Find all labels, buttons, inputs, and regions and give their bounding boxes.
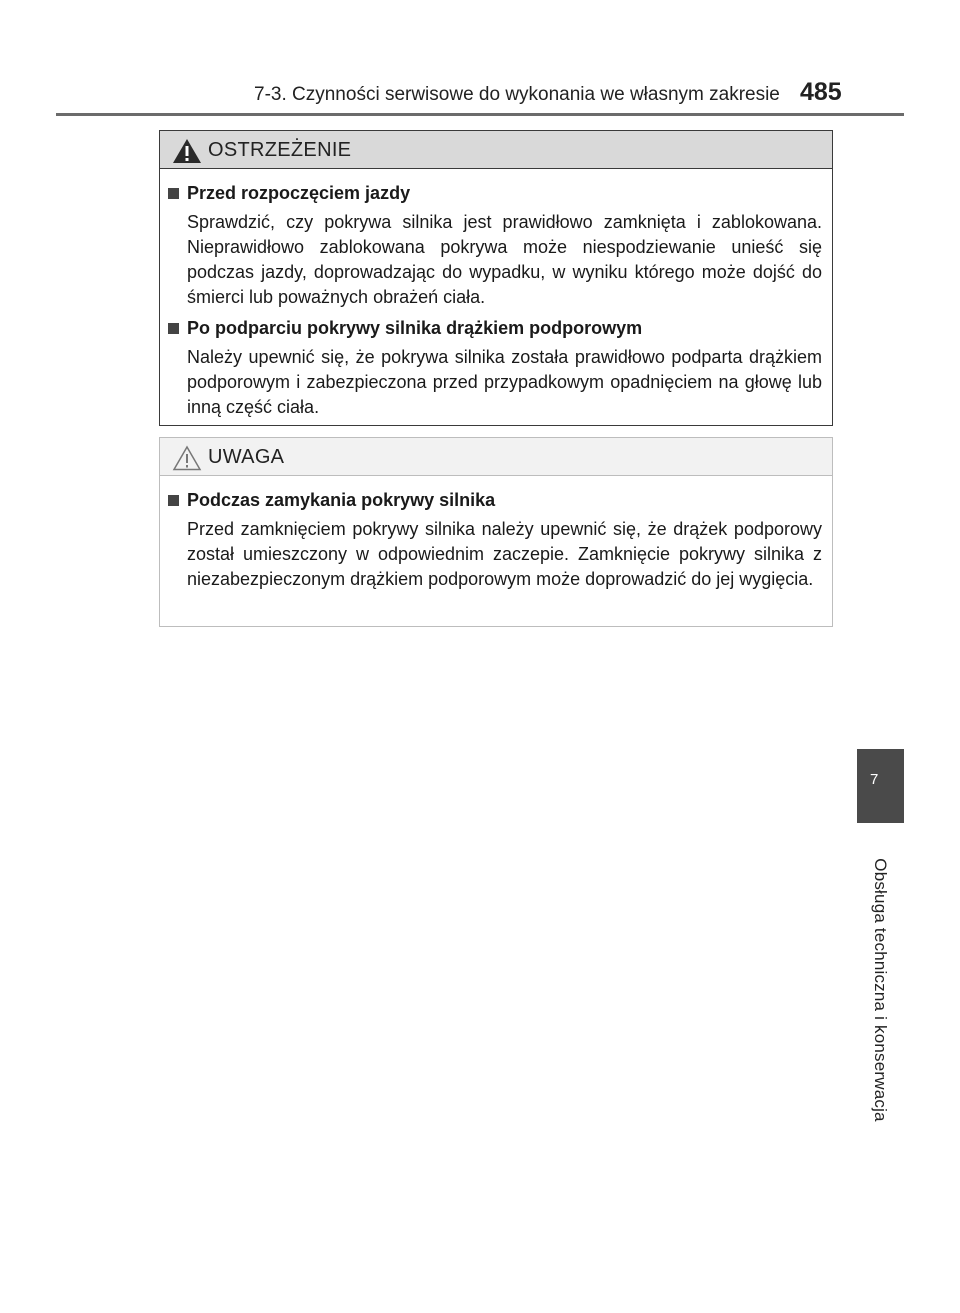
warning-section-1-text: Sprawdzić, czy pokrywa silnika jest prawidłowo zamknięta i zablokowana. Nieprawidłowo zablokowana pokrywa może niespodziewanie unieść się podczas jazdy, doprowadzając do wypadku, w wyniku którego może dojść do śmierci lub poważnych obrażeń ciała.: [187, 212, 822, 307]
section-title: 7-3. Czynności serwisowe do wykonania we własnym zakresie: [254, 84, 780, 105]
warning-box-label: OSTRZEŻENIE: [208, 139, 352, 161]
caution-section-1-title-text: Podczas zamykania pokrywy silnika: [187, 490, 496, 510]
warning-box-body: [160, 169, 832, 420]
warning-section-2-title-text: Po podparciu pokrywy silnika drążkiem podporowym: [187, 318, 643, 338]
chapter-tab: [857, 749, 904, 823]
caution-box: [159, 437, 833, 627]
page-number: 485: [800, 78, 842, 106]
square-bullet-icon: [168, 323, 179, 334]
header-divider: [56, 113, 904, 116]
page-header: [56, 78, 904, 112]
warning-section-1-title-text: Przed rozpoczęciem jazdy: [187, 183, 411, 203]
chapter-side-label: Obsługa techniczna i konserwacja: [871, 858, 890, 1122]
caution-box-label: UWAGA: [208, 446, 285, 468]
caution-section-1-text: Przed zamknięciem pokrywy silnika należy upewnić się, że drążek podporowy został umieszczony w odpowiednim zaczepie. Zamknięcie pokrywy silnika z niezabezpieczonym drążkiem podporowym może doprowadzić do jej wygięcia.: [187, 519, 822, 589]
square-bullet-icon: [168, 188, 179, 199]
square-bullet-icon: [168, 495, 179, 506]
caution-box-body: [160, 476, 832, 592]
warning-box: [159, 130, 833, 426]
warning-section-2-text: Należy upewnić się, że pokrywa silnika została prawidłowo podparta drążkiem podporowym i zabezpieczona przed przypadkowym opadnięciem na głowę lub inną część ciała.: [187, 347, 822, 417]
caution-section-1-title: [168, 488, 822, 513]
warning-section-2-title: [168, 316, 822, 341]
caution-box-header: [160, 438, 832, 476]
warning-box-header: [160, 131, 832, 169]
chapter-number: 7: [870, 771, 879, 788]
warning-section-1-title: [168, 181, 822, 206]
warning-triangle-outline-icon: [172, 445, 202, 471]
warning-triangle-filled-icon: [172, 138, 202, 164]
